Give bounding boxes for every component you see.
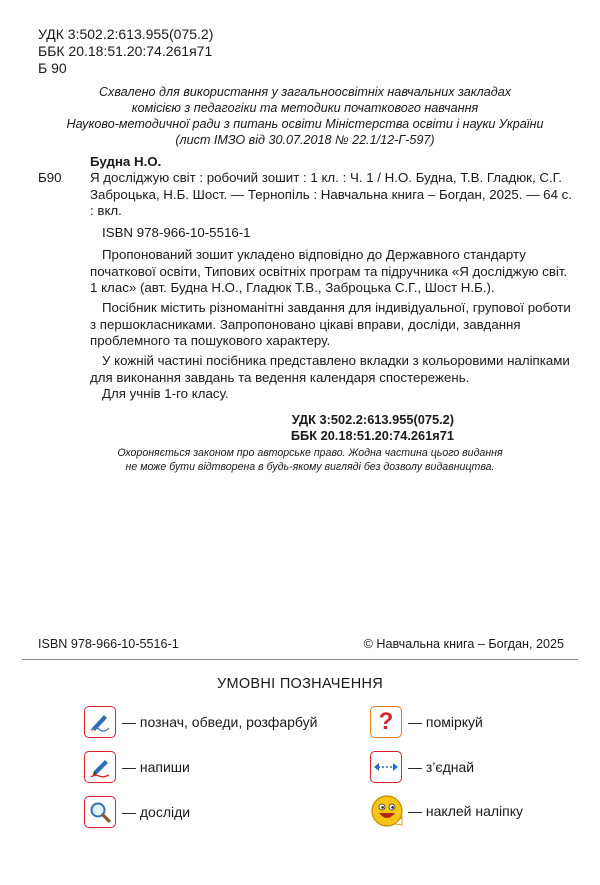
legend-item-mark: [84, 706, 317, 738]
author-name: Будна Н.О.: [90, 154, 162, 169]
approval-line: Науково-методичної ради з питань освіти Міністерства освіти і науки України: [66, 117, 544, 131]
approval-line: Схвалено для використання у загальноосвітніх навчальних закладах: [98, 85, 512, 99]
bibliographic-entry: [38, 154, 578, 402]
bibliographic-description: Я досліджую світ : робочий зошит : 1 кл. : Ч. 1 / Н.О. Будна, Т.В. Гладюк, С.Г. Заброцька, Н.Б. Шост. — Тернопіль : Навчальна книга – Богдан, 2025. — 64 с. : вкл.: [90, 170, 573, 218]
connect-arrows-icon: [370, 751, 402, 783]
legend-label: — наклей наліпку: [408, 803, 524, 819]
legend-label: — поміркуй: [408, 714, 483, 730]
copyright-line: Охороняється законом про авторське право. Жодна частина цього видання: [117, 447, 503, 459]
isbn-line: ISBN 978-966-10-5516-1: [102, 225, 251, 241]
udk-code: УДК 3:502.2:613.955(075.2): [38, 26, 214, 42]
pencil-mark-icon: [84, 706, 116, 738]
legend-item-think: [370, 706, 483, 738]
udk-bbk-right: [291, 412, 454, 444]
legend-item-explore: [84, 796, 190, 828]
legend-label: — з’єднай: [408, 759, 475, 775]
classification-block: [38, 26, 213, 77]
approval-line: комісією з педагогіки та методики початкового навчання: [131, 101, 479, 115]
udk-code-right: УДК 3:502.2:613.955(075.2): [291, 412, 454, 427]
legend-item-sticker: [370, 794, 523, 828]
legend-label: — досліди: [122, 804, 191, 820]
legend-item-connect: [370, 751, 474, 783]
audience-line: Для учнів 1-го класу.: [102, 385, 229, 401]
entry-code: Б90: [38, 170, 62, 186]
magnifier-icon: [84, 796, 116, 828]
approval-line: (лист ІМЗО від 30.07.2018 № 22.1/12-Г-597): [175, 133, 435, 147]
sticker-smiley-icon: [370, 794, 404, 828]
divider: [22, 659, 578, 660]
legend-title: УМОВНІ ПОЗНАЧЕННЯ: [216, 676, 384, 692]
footer-copyright: © Навчальна книга – Богдан, 2025: [363, 637, 564, 651]
question-mark-icon: ?: [370, 706, 402, 738]
annotation-paragraph: Посібник містить різноманітні завдання для індивідуальної, групової роботи з першокласниками. Запропоновано цікаві вправи, досліди, завдання проблемного та пошукового характеру.: [90, 300, 571, 348]
bbk-code: ББК 20.18:51.20:74.261я71: [38, 43, 213, 59]
copyright-line: не може бути відтворена в будь-якому вигляді без дозволу видавництва.: [125, 461, 495, 473]
footer-isbn: ISBN 978-966-10-5516-1: [38, 637, 179, 651]
author-code: Б 90: [38, 60, 67, 76]
approval-statement: [40, 84, 570, 148]
annotation-paragraph: У кожній частині посібника представлено вкладки з кольоровими наліпками для виконання завдань та ведення календаря спостережень.: [90, 353, 570, 385]
legend-label: — напиши: [122, 759, 190, 775]
bibliographic-row: [38, 170, 578, 219]
legend-item-write: [84, 751, 190, 783]
legend-label: — познач, обведи, розфарбуй: [122, 714, 318, 730]
copyright-notice: [60, 446, 560, 474]
annotation-paragraph: Пропонований зошит укладено відповідно до Державного стандарту початкової освіти, Типових освітніх програм та підручника «Я досліджую світ. 1 клас» (авт. Будна Н.О., Гладюк Т.В., Заброцька С.Г., Шост Н.Б.).: [90, 247, 568, 296]
bbk-code-right: ББК 20.18:51.20:74.261я71: [290, 428, 454, 443]
pen-write-icon: [84, 751, 116, 783]
